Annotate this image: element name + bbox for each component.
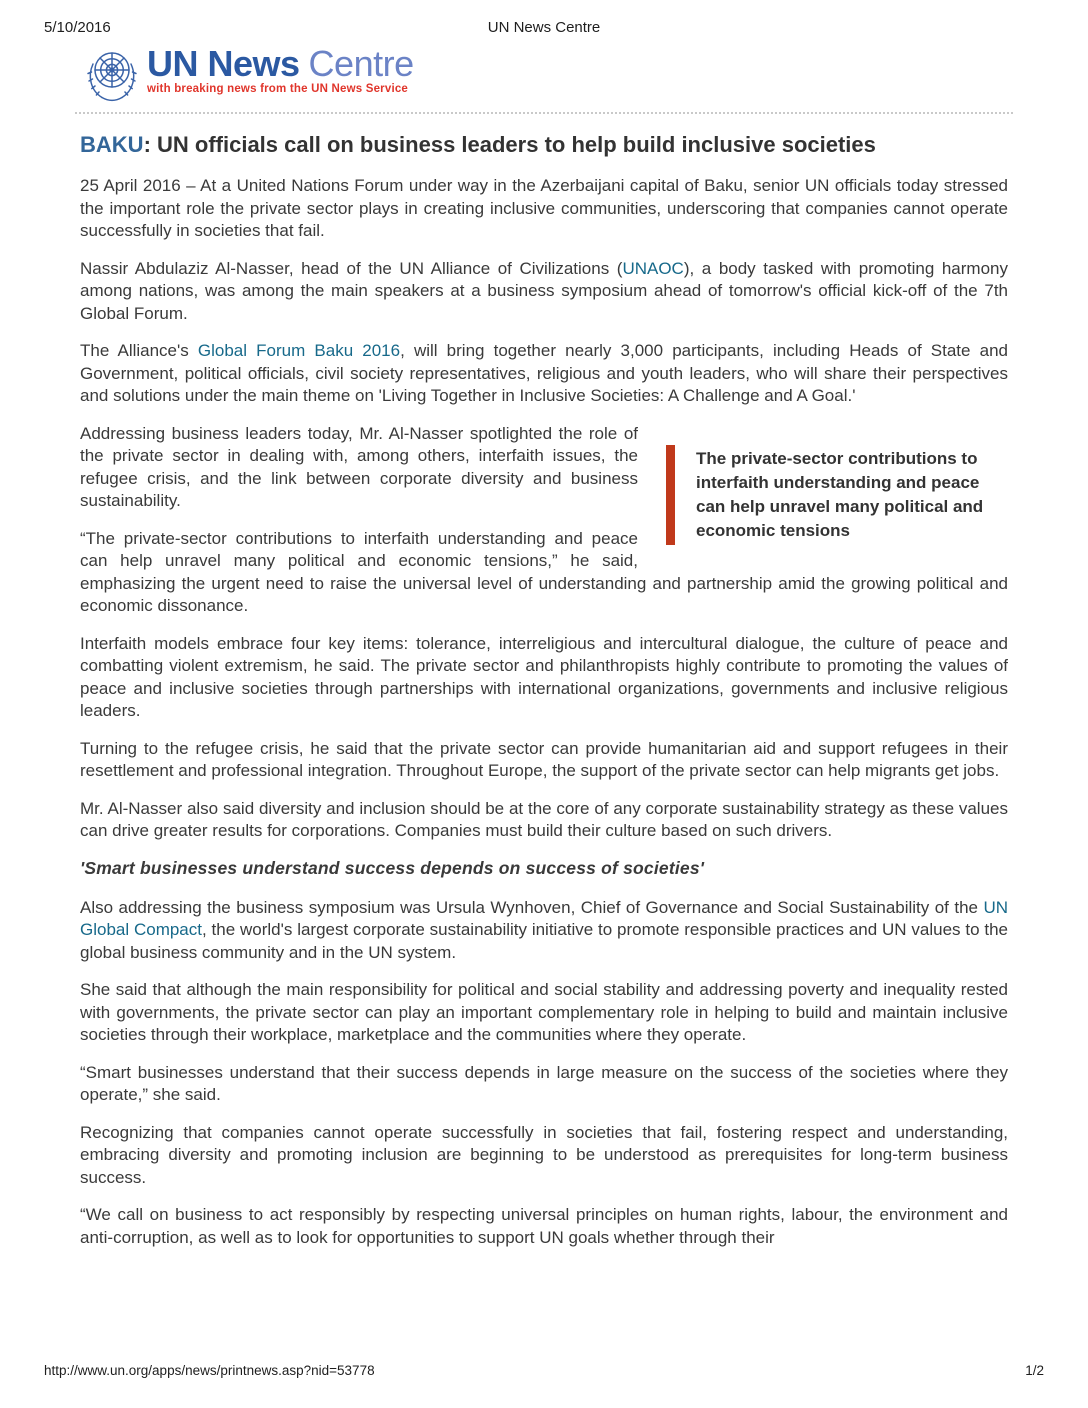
logo-brand — [147, 45, 414, 83]
headline-location: BAKU — [80, 132, 144, 157]
pull-quote-text: The private-sector contributions to interfaith understanding and peace can help unravel many political and economic tensions — [696, 448, 984, 540]
quote-wrap-zone — [80, 423, 1008, 618]
paragraph-addressing-leaders: Addressing business leaders today, Mr. Al-Nasser spotlighted the role of the private sector in dealing with, among others, interfaith issues, the refugee crisis, and the link between corporate diversity and business sustainability. — [80, 423, 638, 510]
print-header — [44, 19, 1044, 36]
logo-brand-un-news: UN News — [147, 43, 300, 84]
paragraph-text: Nassir Abdulaziz Al-Nasser, head of the UN Alliance of Civilizations ( — [80, 258, 623, 278]
print-footer — [44, 1363, 1044, 1378]
paragraph-alnasser — [80, 258, 1008, 326]
page-number: 1/2 — [1025, 1363, 1044, 1378]
headline-text: : UN officials call on business leaders to help build inclusive societies — [143, 132, 876, 157]
link-unaoc[interactable]: UNAOC — [622, 258, 684, 278]
paragraph-smart-businesses-quote: “Smart businesses understand that their success depends in large measure on the success of the societies where they operate,” she said. — [80, 1062, 1008, 1104]
article-subheading: 'Smart businesses understand success depends on success of societies' — [80, 857, 705, 878]
logo-tagline: with breaking news from the UN News Service — [147, 83, 409, 95]
paragraph-text: ), a body tasked with promoting harmony among nations, was among the main speakers at a business symposium ahead of tomorrow's official kick-off of the 7th Global Forum. — [80, 258, 1008, 323]
logo-text — [147, 45, 414, 95]
link-global-forum-baku-2016[interactable]: Global Forum Baku 2016 — [197, 341, 401, 360]
paragraph-responsibility: She said that although the main responsibility for political and social stability and addressing poverty and inequality rested with governments, the private sector can play an important complementary role in helping to build and maintain inclusive societies through their workplace, marketplace and the communities where they operate. — [80, 980, 1008, 1044]
logo-brand-centre: Centre — [308, 43, 414, 84]
source-url: http://www.un.org/apps/news/printnews.asp?nid=53778 — [44, 1363, 375, 1378]
paragraph-text: , the world's largest corporate sustainability initiative to promote responsible practices and UN values to the global business community and in the UN system. — [80, 920, 1009, 962]
paragraph-recognizing: Recognizing that companies cannot operate successfully in societies that fail, fostering respect and understanding, embracing diversity and promoting inclusion are beginning to be understood as prerequisites for long-term business success. — [80, 1122, 1008, 1187]
paragraph-quote-tensions: “The private-sector contributions to interfaith understanding and peace can help unravel many political and economic tensions,” he said, emphasizing the urgent need to raise the universal level of understanding and partnership amid the growing political and economic dissonance. — [80, 528, 1008, 615]
paragraph-wynhoven — [80, 897, 1008, 965]
paragraph-interfaith-models: Interfaith models embrace four key items: tolerance, interreligious and intercultural dialogue, the culture of peace and combatting violent extremism, he said. The private sector and philanthropists highly contribute to promoting the values of peace and inclusive societies through partnerships with international organizations, governments and inclusive religious leaders. — [80, 633, 1008, 720]
paragraph-text: , will bring together nearly 3,000 participants, including Heads of State and Government, political officials, civil society representatives, religious and youth leaders, who will share their perspectives and solutions under the main theme on 'Living Together in Inclusive Societies: A Challenge and A Goal.' — [80, 341, 1008, 405]
un-emblem-icon — [84, 45, 140, 103]
pull-quote — [666, 445, 1008, 545]
print-page-title: UN News Centre — [487, 19, 601, 36]
paragraph-dateline: 25 April 2016 – At a United Nations Forum under way in the Azerbaijani capital of Baku, senior UN officials today stressed the important role the private sector plays in creating inclusive communities, underscoring that companies cannot operate successfully in societies that fail. — [80, 176, 1008, 240]
paragraph-refugee-crisis: Turning to the refugee crisis, he said that the private sector can provide humanitarian aid and support refugees in their resettlement and professional integration. Throughout Europe, the support of the private sector can help migrants get jobs. — [80, 738, 1008, 780]
paragraph-call-on-business: “We call on business to act responsibly by respecting universal principles on human rights, labour, the environment and anti-corruption, as well as to look for opportunities to support UN goals whether through their — [80, 1205, 1008, 1247]
header-divider — [75, 112, 1013, 114]
paragraph-text: Also addressing the business symposium was Ursula Wynhoven, Chief of Governance and Social Sustainability of the — [80, 897, 984, 917]
un-news-logo — [84, 45, 1088, 103]
print-date: 5/10/2016 — [44, 19, 111, 36]
paragraph-diversity-inclusion: Mr. Al-Nasser also said diversity and inclusion should be at the core of any corporate sustainability strategy as these values can drive greater results for corporations. Companies must build their culture based on such drivers. — [80, 798, 1008, 840]
link-un-global-compact[interactable]: UN Global Compact — [80, 897, 1008, 939]
article — [80, 132, 1008, 1249]
paragraph-text: The Alliance's — [80, 341, 198, 360]
article-headline — [80, 132, 1008, 158]
paragraph-forum — [80, 340, 1008, 408]
